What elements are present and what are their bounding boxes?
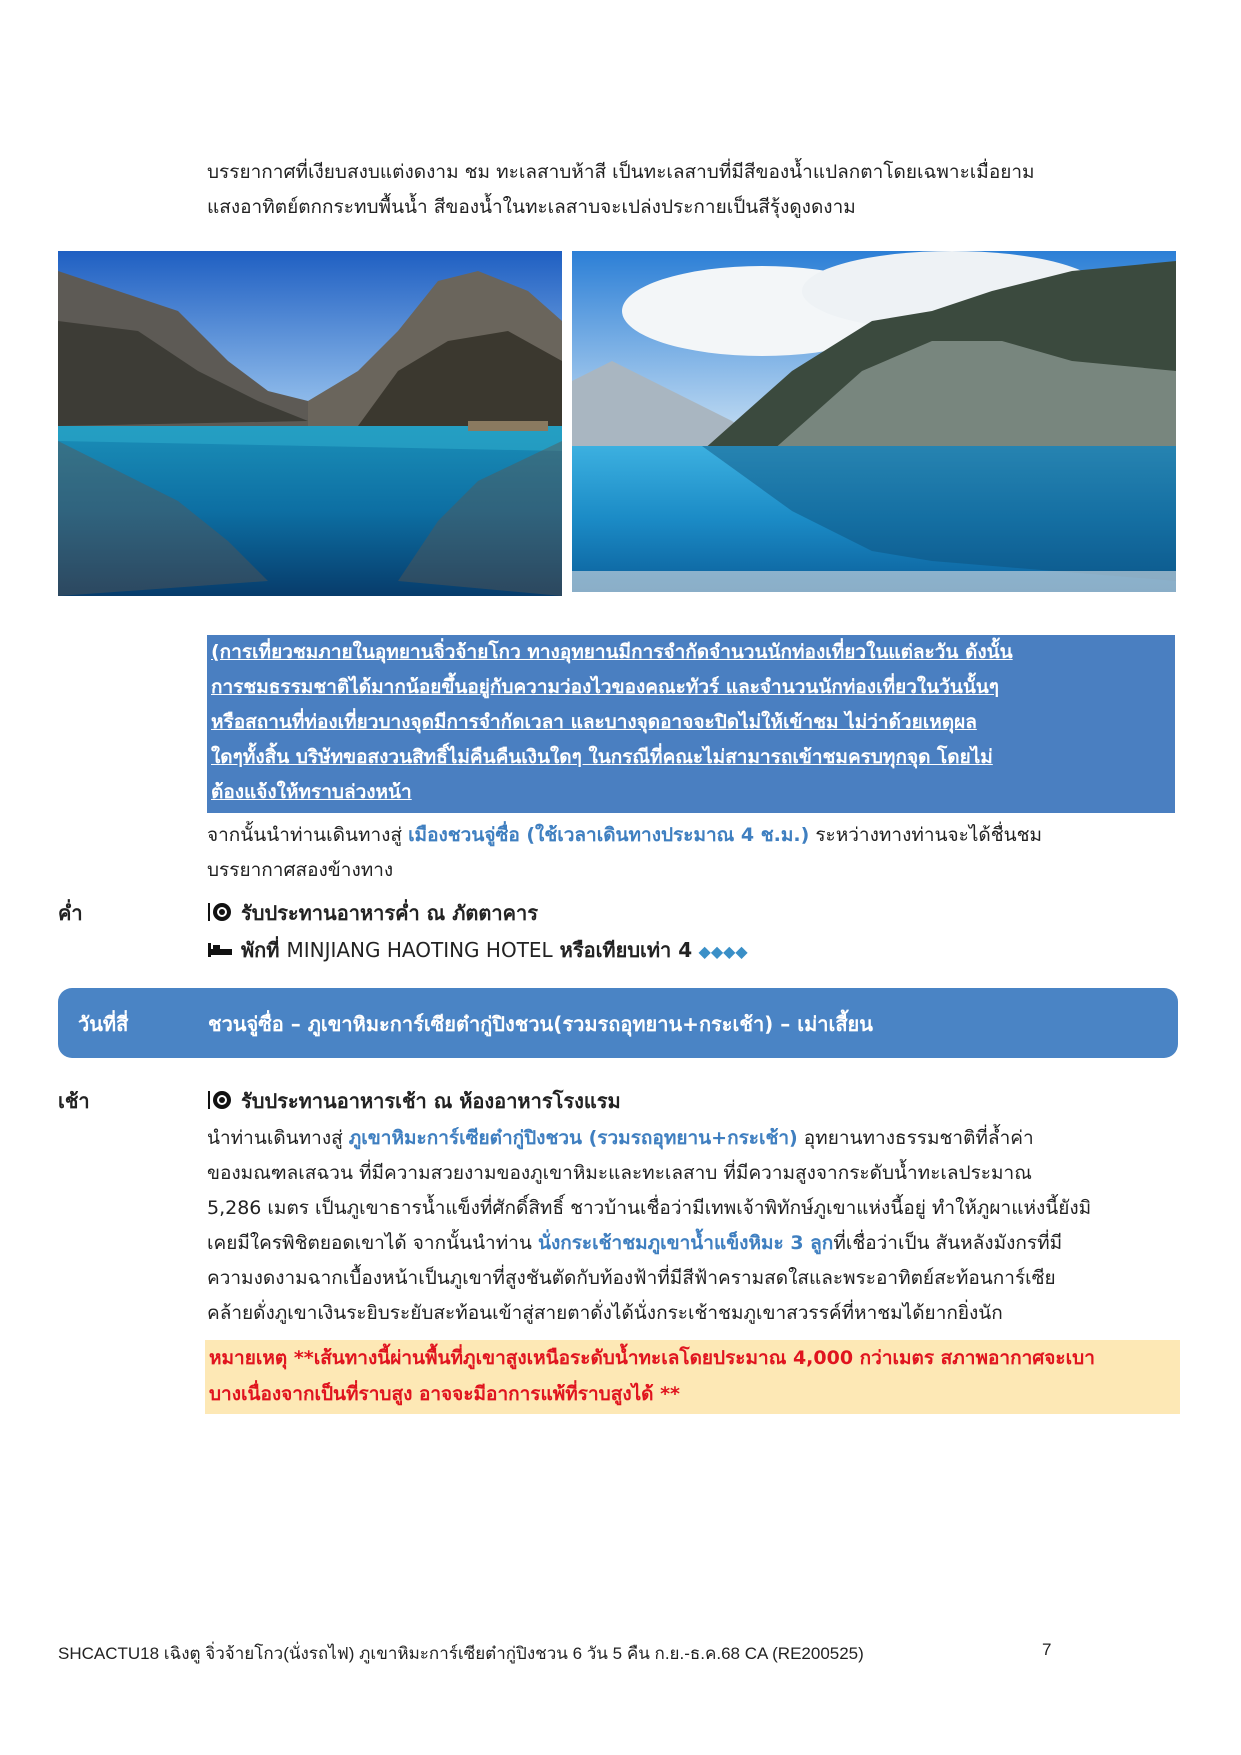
breakfast-meal (207, 1085, 621, 1117)
morning-line-2: ของมณฑลเสฉวน ที่มีความสวยงามของภูเขาหิมะและทะเลสาบ ที่มีความสูงจากระดับน้ำทะเลประมาณ (207, 1162, 1032, 1184)
morning-l4-post: ที่เชื่อว่าเป็น สันหลังมังกรที่มี (833, 1232, 1063, 1254)
dinner-label: ค่ำ (58, 901, 83, 925)
morning-cable-car: นั่งกระเช้าชมภูเขาน้ำแข็งหิมะ 3 ลูก (537, 1232, 834, 1254)
morning-pre: นำท่านเดินทางสู่ (207, 1127, 349, 1149)
dinner-meal (207, 897, 538, 929)
morning-line-1 (207, 1121, 1177, 1156)
day-title: ชวนจู่ซื่อ – ภูเขาหิมะการ์เซียต๋ากู่ปิงชวน(รวมรถอุทยาน+กระเช้า) – เม่าเสี้ยน (208, 1012, 873, 1036)
intro-paragraph (207, 155, 1177, 225)
dining-icon (207, 901, 233, 928)
notice-line-4: ใดๆทั้งสิ้น บริษัทขอสงวนสิทธิ์ไม่คืนคืนเงินใดๆ ในกรณีที่คณะไม่สามารถเข้าชมครบทุกจุด โดยไม่ (211, 746, 993, 768)
travel-pre: จากนั้นนำท่านเดินทางสู่ (207, 824, 409, 846)
hotel-pre: พักที่ (241, 938, 287, 962)
day-header (58, 988, 1178, 1058)
dinner-meal-text: รับประทานอาหารค่ำ ณ ภัตตาคาร (241, 901, 538, 925)
morning-destination: ภูเขาหิมะการ์เซียต๋ากู่ปิงชวน (รวมรถอุทยาน+กระเช้า) (348, 1127, 798, 1149)
travel-destination: เมืองชวนจู่ซื่อ (ใช้เวลาเดินทางประมาณ 4 ช.ม.) (408, 824, 810, 846)
notice-line-1: (การเที่ยวชมภายในอุทยานจิ่วจ้ายโกว ทางอุทยานมีการจำกัดจำนวนนักท่องเที่ยวในแต่ละวัน ดังนั้น (211, 641, 1013, 663)
travel-line-2: บรรยากาศสองข้างทาง (207, 859, 394, 881)
park-notice (207, 635, 1175, 813)
morning-post: อุทยานทางธรรมชาติที่ล้ำค่า (797, 1127, 1034, 1149)
day-label: วันที่สี่ (78, 1012, 129, 1036)
altitude-note (205, 1340, 1180, 1414)
bed-icon (207, 939, 233, 964)
hotel-post: หรือเทียบเท่า 4 (552, 938, 693, 962)
morning-line-6: คล้ายดั่งภูเขาเงินระยิบระยับสะท้อนเข้าสู่สายตาดั่งได้นั่งกระเช้าชมภูเขาสวรรค์ที่หาชมได้ยากยิ่งนัก (207, 1302, 1003, 1324)
intro-line-1: บรรยากาศที่เงียบสงบแต่งดงาม ชม ทะเลสาบห้าสี เป็นทะเลสาบที่มีสีของน้ำแปลกตาโดยเฉพาะเมื่อยาม (207, 161, 1035, 183)
note-line-2: บางเนื่องจากเป็นที่ราบสูง อาจจะมีอาการแพ้ที่ราบสูงได้ ** (209, 1383, 680, 1405)
lake-photo-right (572, 251, 1176, 592)
travel-post: ระหว่างทางท่านจะได้ชื่นชม (809, 824, 1043, 846)
hotel-line (207, 934, 748, 966)
lake-photo-left (58, 251, 562, 596)
notice-line-3: หรือสถานที่ท่องเที่ยวบางจุดมีการจำกัดเวลา และบางจุดอาจจะปิดไม่ให้เข้าชม ไม่ว่าด้วยเหตุผล (211, 711, 977, 733)
morning-line-4 (207, 1226, 1177, 1261)
page-number: 7 (1042, 1640, 1052, 1659)
notice-line-2: การชมธรรมชาติได้มากน้อยขึ้นอยู่กับความว่องไวของคณะทัวร์ และจำนวนนักท่องเที่ยวในวันนั้นๆ (211, 676, 999, 698)
footer-text: SHCACTU18 เฉิงตู จิ่วจ้ายโกว(นั่งรถไฟ) ภูเขาหิมะการ์เซียต๋ากู่ปิงชวน 6 วัน 5 คืน ก.ย.-ธ.ค.68 CA (RE200525) (58, 1644, 864, 1663)
note-line-1: หมายเหตุ **เส้นทางนี้ผ่านพื้นที่ภูเขาสูงเหนือระดับน้ำทะเลโดยประมาณ 4,000 กว่าเมตร สภาพอากาศจะเบา (209, 1347, 1095, 1369)
dining-icon (207, 1089, 233, 1116)
travel-line-1 (207, 818, 1177, 853)
morning-l4-pre: เคยมีใครพิชิตยอดเขาได้ จากนั้นนำท่าน (207, 1232, 538, 1254)
morning-line-5: ความงดงามฉากเบื้องหน้าเป็นภูเขาที่สูงชันตัดกับท้องฟ้าที่มีสีฟ้าครามสดใสและพระอาทิตย์สะท้อนการ์เซีย (207, 1267, 1056, 1289)
breakfast-meal-text: รับประทานอาหารเช้า ณ ห้องอาหารโรงแรม (241, 1089, 621, 1113)
morning-line-3: 5,286 เมตร เป็นภูเขาธารน้ำแข็งที่ศักดิ์สิทธิ์ ชาวบ้านเชื่อว่ามีเทพเจ้าพิทักษ์ภูเขาแห่งนี้อยู่ ทำให้ภูผาแห่งนี้ยังมิ (207, 1197, 1092, 1219)
morning-paragraph (207, 1121, 1177, 1331)
travel-paragraph (207, 818, 1177, 888)
morning-label: เช้า (58, 1089, 90, 1113)
hotel-name: MINJIANG HAOTING HOTEL (286, 938, 553, 962)
intro-line-2: แสงอาทิตย์ตกกระทบพื้นน้ำ สีของน้ำในทะเลสาบจะเปล่งประกายเป็นสีรุ้งดูงดงาม (207, 196, 856, 218)
notice-line-5: ต้องแจ้งให้ทราบล่วงหน้า (211, 781, 412, 803)
diamond-icon: ◆◆◆◆ (698, 942, 748, 961)
